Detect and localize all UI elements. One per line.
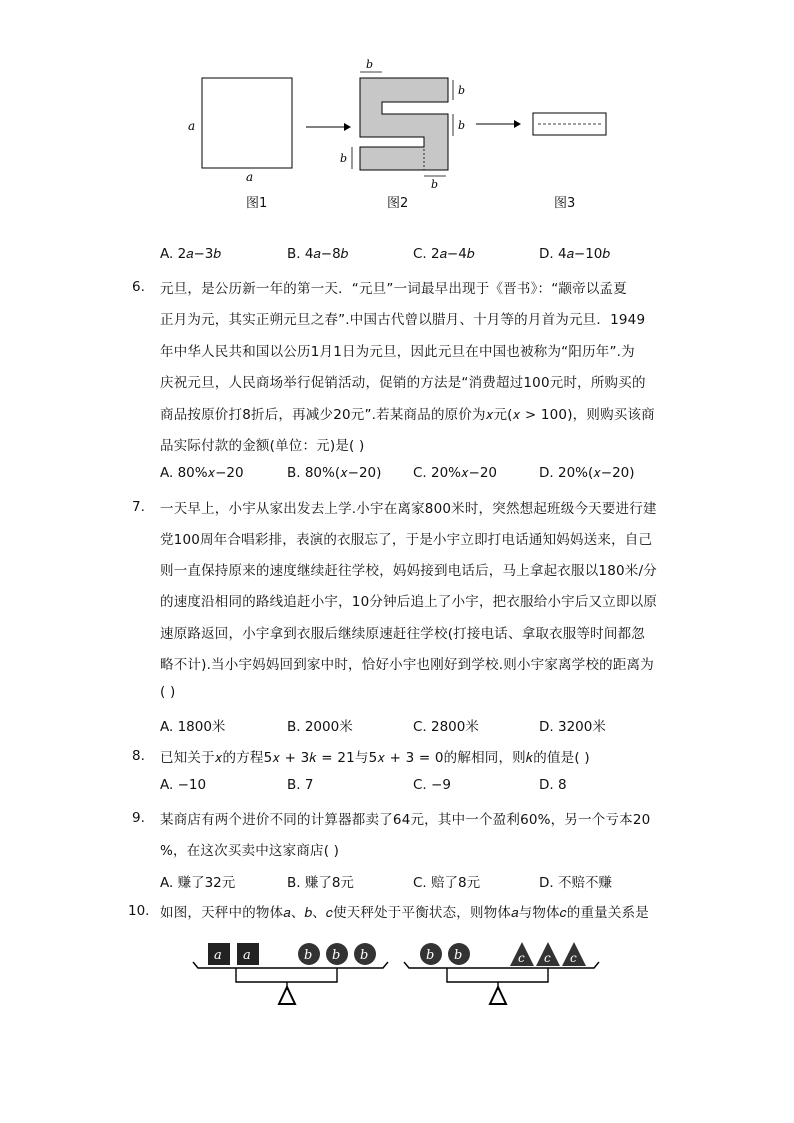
svg-text:b: b <box>454 948 463 963</box>
q9-number: 9. <box>132 810 145 826</box>
q7-option-d: D. 3200米 <box>539 719 606 735</box>
svg-text:b: b <box>431 178 439 191</box>
svg-text:a: a <box>214 948 222 963</box>
q8-option-b: B. 7 <box>287 777 314 793</box>
fig1-square <box>202 78 292 168</box>
q5-option-c: C. 2𝑎−4𝑏 <box>413 246 475 262</box>
q7-line: 党100周年合唱彩排，表演的衣服忘了，于是小宇立即打电话通知妈妈送来，自己 <box>160 532 653 548</box>
q10-balance-figure <box>185 935 605 1010</box>
svg-text:b: b <box>458 84 466 97</box>
q7-line: 速原路返回，小宇拿到衣服后继续原速赶往学校(打接电话、拿取衣服等时间都忽 <box>160 626 645 642</box>
svg-text:c: c <box>544 951 551 965</box>
q10-number: 10. <box>128 903 150 919</box>
q10-line: 如图，天秤中的物体𝑎、𝑏、𝑐使天秤处于平衡状态，则物体𝑎与物体𝑐的重量关系是 <box>160 905 649 921</box>
q7-option-c: C. 2800米 <box>413 719 479 735</box>
q9-option-a: A. 赚了32元 <box>160 875 236 891</box>
q6-option-a: A. 80%𝑥−20 <box>160 465 244 481</box>
svg-text:b: b <box>304 948 313 963</box>
q5-option-a: A. 2𝑎−3𝑏 <box>160 246 221 262</box>
fig1-side-label-bottom: a <box>246 170 254 184</box>
q6-line: 品实际付款的金额(单位：元)是( ) <box>160 438 365 454</box>
q6-number: 6. <box>132 279 145 295</box>
svg-text:b: b <box>366 58 374 71</box>
svg-text:b: b <box>426 948 435 963</box>
svg-text:b: b <box>332 948 341 963</box>
q8-option-d: D. 8 <box>539 777 567 793</box>
q9-line: 某商店有两个进价不同的计算器都卖了64元，其中一个盈利60%，另一个亏本20 <box>160 812 651 828</box>
q7-number: 7. <box>132 499 145 515</box>
fig3-caption: 图3 <box>554 196 576 211</box>
q6-line: 元旦，是公历新一年的第一天．“元旦”一词最早出现于《晋书》：“颛帝以孟夏 <box>160 281 627 297</box>
q5-option-b: B. 4𝑎−8𝑏 <box>287 246 349 262</box>
q5-option-d: D. 4𝑎−10𝑏 <box>539 246 610 262</box>
fig1-side-label-left: a <box>188 119 196 133</box>
q6-line: 年中华人民共和国以公历1月1日为元旦，因此元旦在中国也被称为“阳历年”.为 <box>160 344 635 360</box>
q5-figure <box>180 55 630 215</box>
q8-line: 已知关于𝑥的方程5𝑥 + 3𝑘 = 21与5𝑥 + 3 = 0的解相同，则𝑘的值是( ) <box>160 750 590 766</box>
svg-text:a: a <box>243 948 251 963</box>
q6-line: 商品按原价打8折后，再减少20元”.若某商品的原价为𝑥元(𝑥 > 100)，则购买该商 <box>160 407 655 423</box>
q8-number: 8. <box>132 748 145 764</box>
svg-text:c: c <box>518 951 525 965</box>
q9-option-b: B. 赚了8元 <box>287 875 354 891</box>
q7-option-b: B. 2000米 <box>287 719 353 735</box>
q7-line: 则一直保持原来的速度继续赶往学校，妈妈接到电话后，马上拿起衣服以180米/分 <box>160 563 657 579</box>
fig1-caption: 图1 <box>246 196 268 211</box>
q7-line: ( ) <box>160 684 176 700</box>
svg-text:b: b <box>458 119 466 132</box>
q9-option-d: D. 不赔不赚 <box>539 875 612 891</box>
q7-line: 的速度沿相同的路线追赶小宇，10分钟后追上了小宇，把衣服给小宇后又立即以原 <box>160 594 658 610</box>
q8-option-a: A. −10 <box>160 777 207 793</box>
q9-line: %，在这次买卖中这家商店( ) <box>160 843 340 859</box>
q6-line: 正月为元，其实正朔元旦之春”.中国古代曾以腊月、十月等的月首为元旦．1949 <box>160 312 646 328</box>
fig2-caption: 图2 <box>387 196 409 211</box>
q6-option-b: B. 80%(𝑥−20) <box>287 465 382 481</box>
svg-text:c: c <box>570 951 577 965</box>
q6-line: 庆祝元旦，人民商场举行促销活动，促销的方法是“消费超过100元时，所购买的 <box>160 375 646 391</box>
fig2-strip <box>360 78 448 170</box>
q8-option-c: C. −9 <box>413 777 451 793</box>
q7-line: 一天早上，小宇从家出发去上学.小宇在离家800米时，突然想起班级今天要进行建 <box>160 501 657 517</box>
q7-line: 略不计).当小宇妈妈回到家中时，恰好小宇也刚好到学校.则小宇家离学校的距离为 <box>160 657 654 673</box>
q6-option-c: C. 20%𝑥−20 <box>413 465 498 481</box>
q6-option-d: D. 20%(𝑥−20) <box>539 465 635 481</box>
q9-option-c: C. 赔了8元 <box>413 875 481 891</box>
q7-option-a: A. 1800米 <box>160 719 226 735</box>
svg-text:b: b <box>360 948 369 963</box>
svg-text:b: b <box>340 152 348 165</box>
